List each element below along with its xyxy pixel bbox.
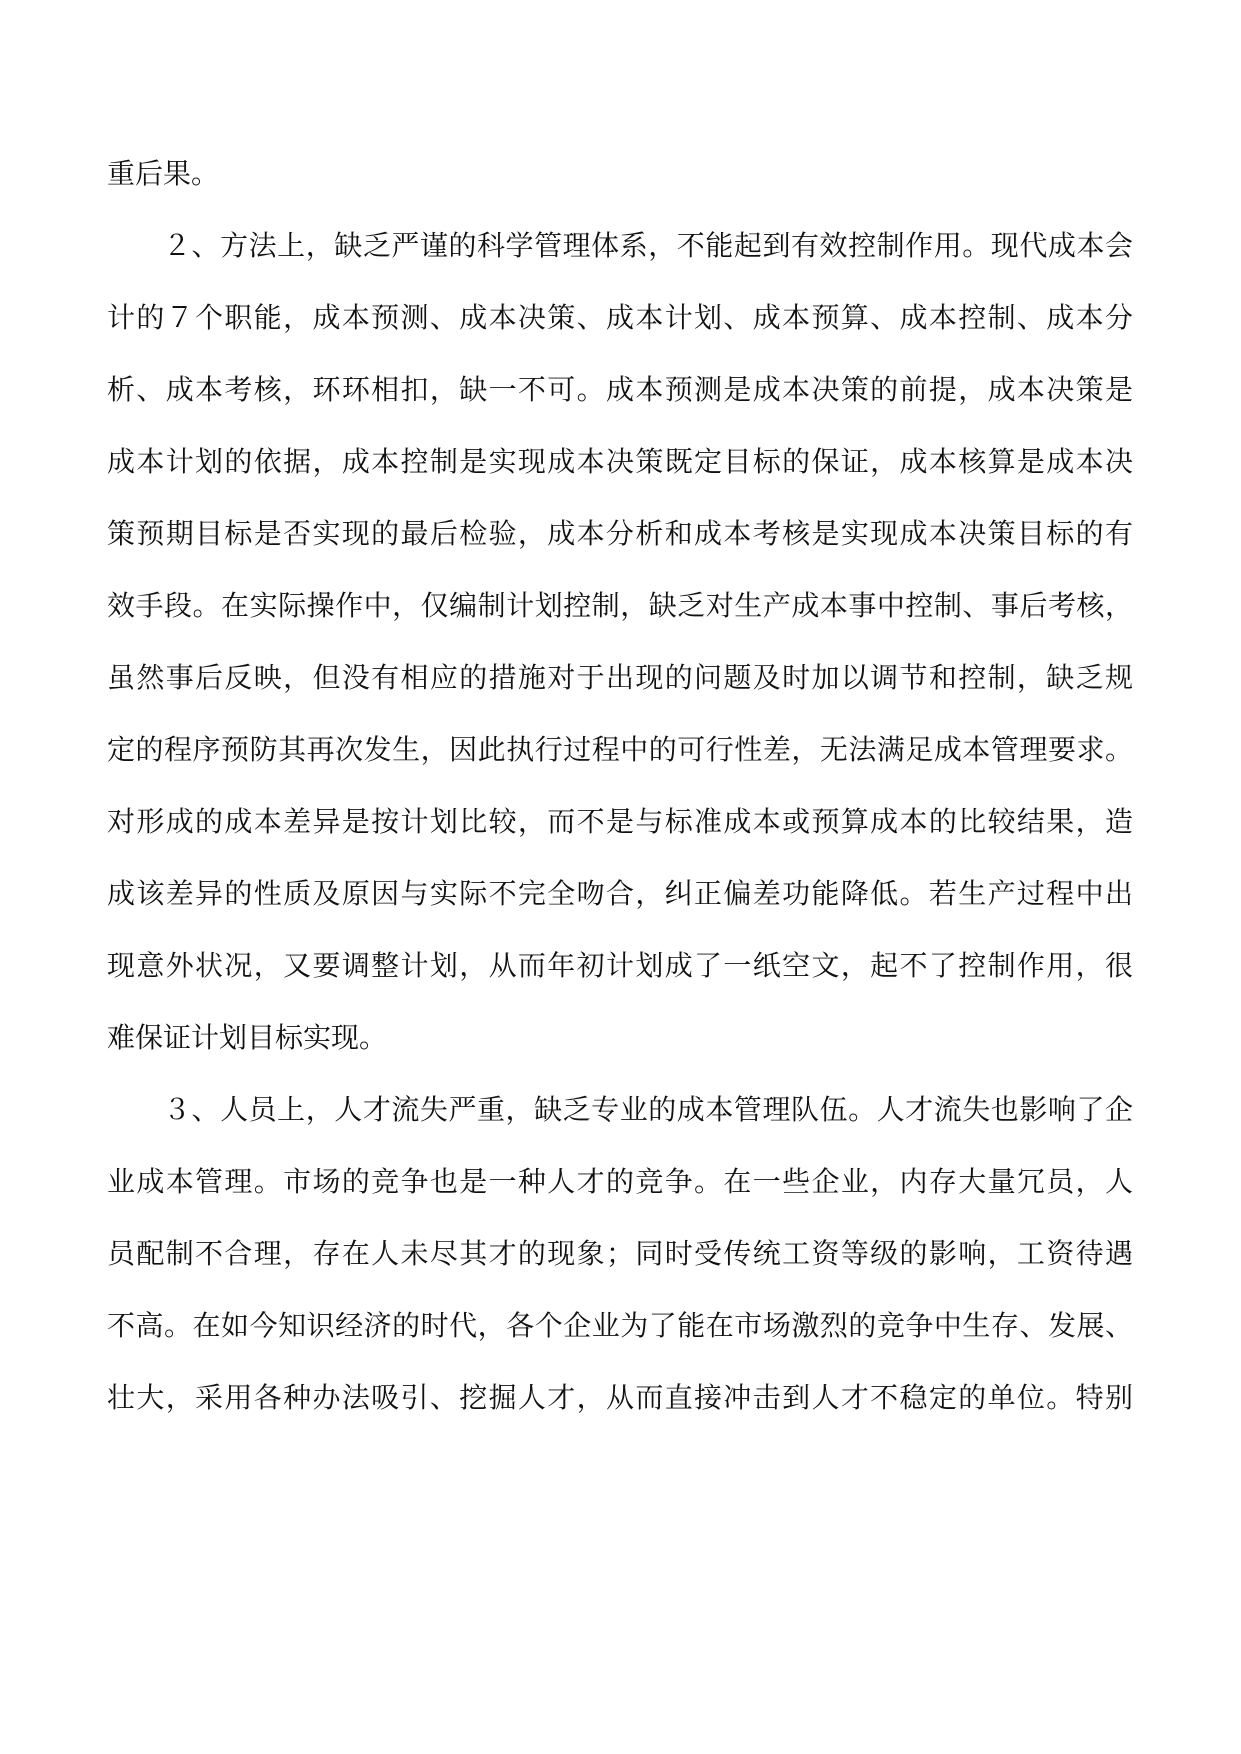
paragraph-3-line-1: ３、人员上，人才流失严重，缺乏专业的成本管理队伍。人才流失也影响了企 xyxy=(163,1093,1133,1126)
text-line-11: 成该差异的性质及原因与实际不完全吻合，纠正偏差功能降低。若生产过程中出 xyxy=(107,877,1133,910)
text-line-4: 析、成本考核，环环相扣，缺一不可。成本预测是成本决策的前提，成本决策是 xyxy=(107,373,1133,406)
text-line-8: 虽然事后反映，但没有相应的措施对于出现的问题及时加以调节和控制，缺乏规 xyxy=(107,661,1133,694)
paragraph-2-line-1: ２、方法上，缺乏严谨的科学管理体系，不能起到有效控制作用。现代成本会 xyxy=(163,229,1133,262)
text-line-1: 重后果。 xyxy=(107,157,220,190)
text-line-3: 计的７个职能，成本预测、成本决策、成本计划、成本预算、成本控制、成本分 xyxy=(107,301,1133,334)
text-line-5: 成本计划的依据，成本控制是实现成本决策既定目标的保证，成本核算是成本决 xyxy=(107,445,1133,478)
text-line-7: 效手段。在实际操作中，仅编制计划控制，缺乏对生产成本事中控制、事后考核， xyxy=(107,589,1133,622)
text-line-6: 策预期目标是否实现的最后检验，成本分析和成本考核是实现成本决策目标的有 xyxy=(107,517,1133,550)
text-line-18: 壮大，采用各种办法吸引、挖掘人才，从而直接冲击到人才不稳定的单位。特别 xyxy=(107,1381,1133,1414)
text-line-13: 难保证计划目标实现。 xyxy=(107,1021,388,1054)
text-line-17: 不高。在如今知识经济的时代，各个企业为了能在市场激烈的竞争中生存、发展、 xyxy=(107,1309,1133,1342)
text-line-12: 现意外状况，又要调整计划，从而年初计划成了一纸空文，起不了控制作用，很 xyxy=(107,949,1133,982)
text-line-15: 业成本管理。市场的竞争也是一种人才的竞争。在一些企业，内存大量冗员，人 xyxy=(107,1165,1133,1198)
text-line-16: 员配制不合理，存在人未尽其才的现象；同时受传统工资等级的影响，工资待遇 xyxy=(107,1237,1133,1270)
text-line-9: 定的程序预防其再次发生，因此执行过程中的可行性差，无法满足成本管理要求。 xyxy=(107,733,1133,766)
text-line-10: 对形成的成本差异是按计划比较，而不是与标准成本或预算成本的比较结果，造 xyxy=(107,805,1133,838)
